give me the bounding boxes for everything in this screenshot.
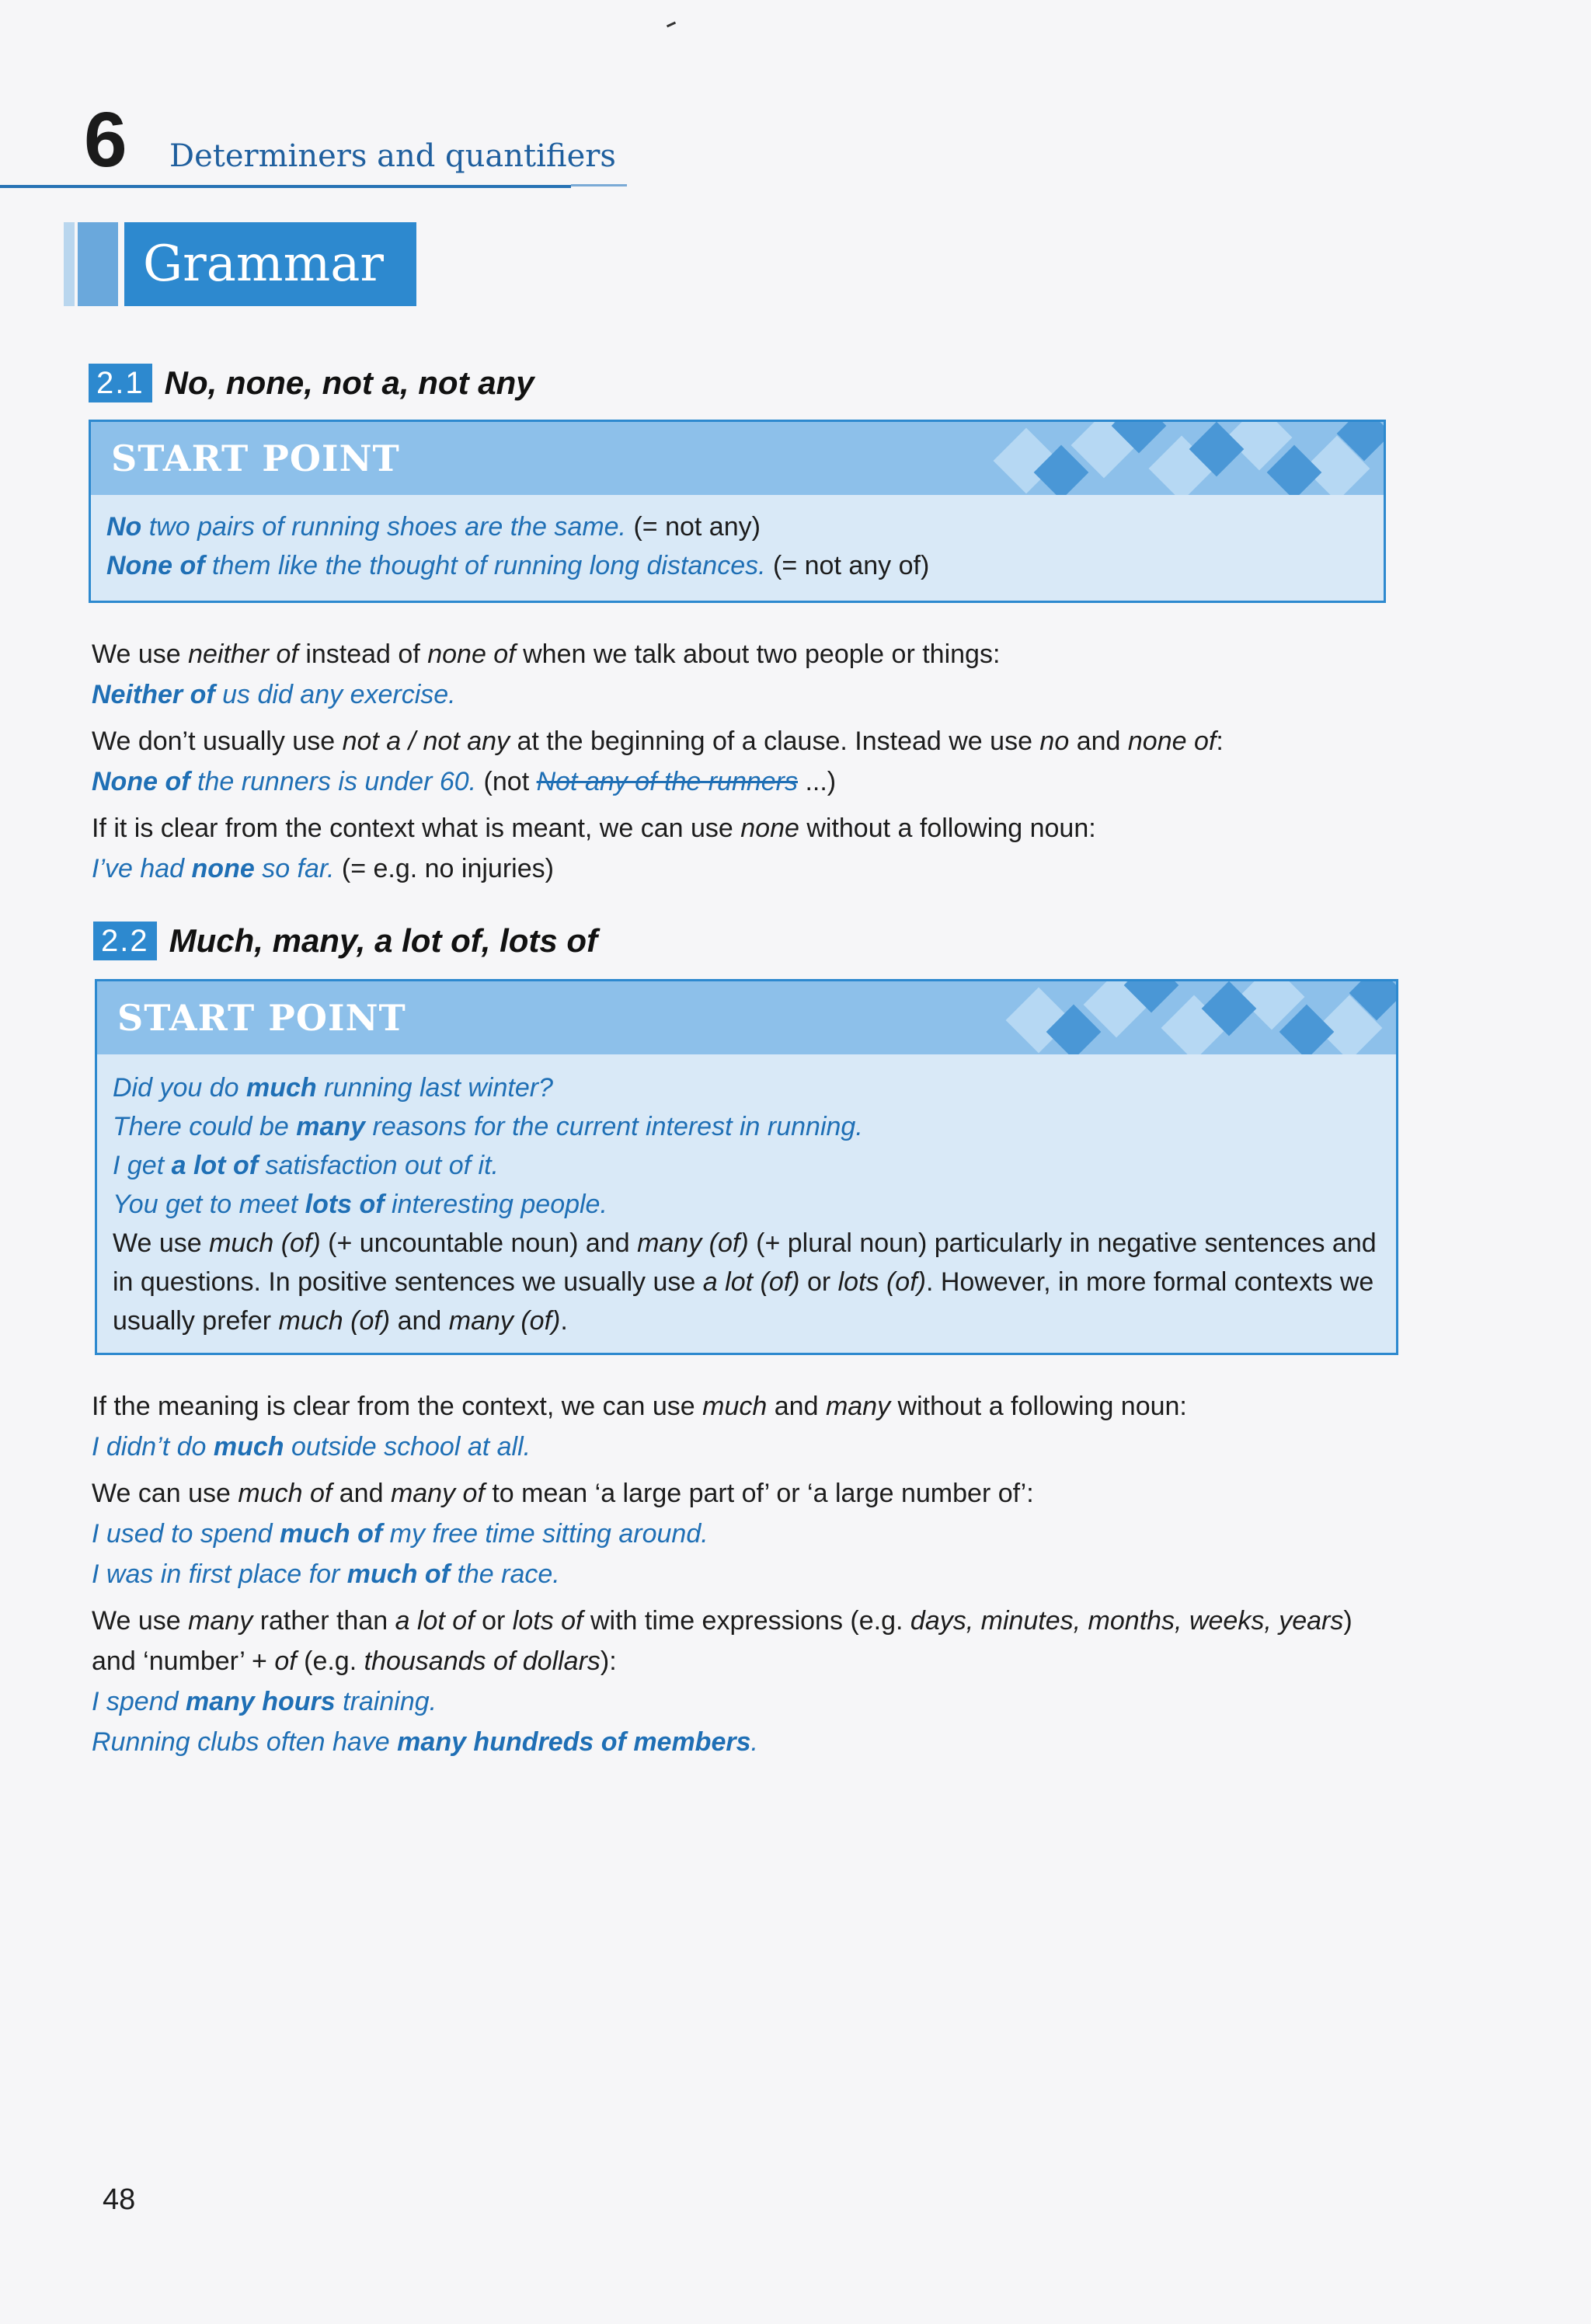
start-point-header <box>97 981 1396 1054</box>
start-point-body <box>91 495 1384 598</box>
chapter-title: Determiners and quantifiers <box>169 138 616 174</box>
start-point-heading: START POINT <box>111 437 400 479</box>
example-text: I used to spend much of my free time sitting around. <box>92 1519 708 1549</box>
page-number: 48 <box>103 2183 136 2216</box>
rule-text: If the meaning is clear from the context, we can use much and many without a following noun: <box>92 1392 1187 1421</box>
checker-pattern-icon <box>980 422 1384 495</box>
section-2-2-rules <box>92 1386 1381 1762</box>
start-point-heading: START POINT <box>117 997 406 1039</box>
example-text: Neither of us did any exercise. <box>92 680 456 709</box>
rule-text: If it is clear from the context what is meant, we can use none without a following noun: <box>92 814 1096 843</box>
section-title: Much, many, a lot of, lots of <box>169 922 598 959</box>
struck-example: Not any of the runners <box>536 767 799 796</box>
start-point-explanation: We use much (of) (+ uncountable noun) and many (of) (+ plural noun) particularly in negative sentences and in questions. In positive sentences we usually use a lot (of) or lots (of). However, in more formal contexts we usually prefer much (of) and many (of). <box>113 1228 1377 1336</box>
start-point-example: None of them like the thought of running long distances. (= not any of) <box>106 551 930 580</box>
grammar-decor-bar-mid <box>78 222 118 306</box>
section-2-2-heading <box>93 922 597 960</box>
start-point-header <box>91 422 1384 495</box>
start-point-box-1 <box>89 420 1386 603</box>
example-text: I didn’t do much outside school at all. <box>92 1432 531 1462</box>
section-2-1-heading <box>89 364 534 402</box>
example-text: Running clubs often have many hundreds of members. <box>92 1727 758 1757</box>
chapter-number: 6 <box>84 96 127 183</box>
section-2-1-rules <box>92 634 1381 889</box>
start-point-example: No two pairs of running shoes are the same. (= not any) <box>106 512 761 542</box>
section-number: 2.1 <box>89 364 152 402</box>
grammar-title: Grammar <box>124 222 416 306</box>
scan-mark <box>667 22 676 28</box>
start-point-body <box>97 1054 1396 1353</box>
section-title: No, none, not a, not any <box>164 364 534 401</box>
start-point-example: Did you do much running last winter? <box>113 1073 553 1103</box>
example-text: None of the runners is under 60. (not Not any of the runners ...) <box>92 767 837 796</box>
example-text: I’ve had none so far. (= e.g. no injuries) <box>92 854 554 883</box>
rule-text: We can use much of and many of to mean ‘a large part of’ or ‘a large number of’: <box>92 1479 1034 1508</box>
rule-text: We don’t usually use not a / not any at the beginning of a clause. Instead we use no and none of: <box>92 726 1224 756</box>
section-number: 2.2 <box>93 922 157 960</box>
start-point-example: I get a lot of satisfaction out of it. <box>113 1151 499 1180</box>
start-point-box-2 <box>95 979 1398 1355</box>
example-text: I spend many hours training. <box>92 1687 437 1716</box>
header-rule <box>0 185 571 188</box>
grammar-decor-bar-light <box>64 222 75 306</box>
start-point-example: You get to meet lots of interesting people. <box>113 1190 608 1219</box>
rule-text: We use many rather than a lot of or lots of with time expressions (e.g. days, minutes, months, weeks, years) and ‘number’ + of (e.g. thousands of dollars): <box>92 1606 1353 1676</box>
header-rule-accent <box>571 184 627 186</box>
start-point-example: There could be many reasons for the current interest in running. <box>113 1112 863 1141</box>
example-text: I was in first place for much of the race. <box>92 1559 560 1589</box>
rule-text: We use neither of instead of none of when we talk about two people or things: <box>92 639 1001 669</box>
checker-pattern-icon <box>992 981 1396 1054</box>
